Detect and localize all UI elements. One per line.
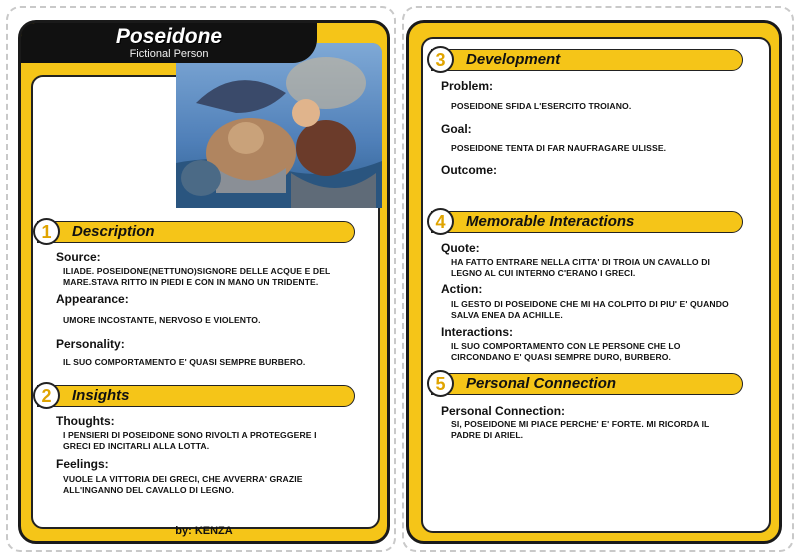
goal-text: POSEIDONE TENTA DI FAR NAUFRAGARE ULISSE. — [451, 143, 667, 153]
personal-connection-label: Personal Connection: — [441, 404, 566, 418]
action-text: IL GESTO DI POSEIDONE CHE MI HA COLPITO DI PIU' E' QUANDO SALVA ENEA DA ACHILLE. — [451, 299, 729, 320]
author-byline: by: KENZA — [175, 525, 233, 537]
poseidon-portrait-image — [176, 43, 382, 208]
feelings-label: Feelings: — [56, 457, 109, 471]
interactions-heading: Memorable Interactions — [466, 213, 635, 230]
description-header — [37, 221, 355, 243]
interactions-label: Interactions: — [441, 325, 514, 339]
character-subtitle: Fictional Person — [129, 48, 209, 60]
interactions-header — [431, 211, 743, 233]
section-number-3: 3 — [427, 46, 454, 73]
thoughts-label: Thoughts: — [56, 414, 115, 428]
connection-header — [431, 373, 743, 395]
character-title-bar — [21, 23, 317, 63]
quote-label: Quote: — [441, 241, 480, 255]
quote-text: HA FATTO ENTRARE NELLA CITTA' DI TROIA UN CAVALLO DI LEGNO AL CUI INTERNO C'ERANO I GRECI. — [451, 257, 710, 278]
problem-text: POSEIDONE SFIDA L'ESERCITO TROIANO. — [451, 101, 632, 111]
personal-connection-text: SI, POSEIDONE MI PIACE PERCHE' E' FORTE. MI RICORDA IL PADRE DI ARIEL. — [451, 419, 710, 440]
interactions-text: IL SUO COMPORTAMENTO CON LE PERSONE CHE LO CIRCONDANO E' QUASI SEMPRE DURO, BURBERO. — [451, 341, 681, 362]
goal-label: Goal: — [441, 122, 472, 136]
description-heading: Description — [72, 223, 155, 240]
problem-label: Problem: — [441, 79, 494, 93]
left-card — [18, 20, 390, 544]
feelings-text: VUOLE LA VITTORIA DEI GRECI, CHE AVVERRA' GRAZIE ALL'INGANNO DEL CAVALLO DI LEGNO. — [63, 474, 303, 495]
outcome-label: Outcome: — [441, 163, 498, 177]
appearance-label: Appearance: — [56, 292, 129, 306]
section-number-5: 5 — [427, 370, 454, 397]
connection-heading: Personal Connection — [466, 375, 617, 392]
source-text: ILIADE. POSEIDONE(NETTUNO)SIGNORE DELLE ACQUE E DEL MARE.STAVA RITTO IN PIEDI E CON IN MANO UN TRIDENTE. — [63, 266, 331, 287]
development-heading: Development — [466, 51, 561, 68]
section-number-4: 4 — [427, 208, 454, 235]
personality-text: IL SUO COMPORTAMENTO E' QUASI SEMPRE BURBERO. — [63, 357, 306, 367]
insights-heading: Insights — [72, 387, 130, 404]
personality-label: Personality: — [56, 337, 125, 351]
development-header — [431, 49, 743, 71]
right-card — [406, 20, 782, 544]
insights-header — [37, 385, 355, 407]
source-label: Source: — [56, 250, 101, 264]
section-number-2: 2 — [33, 382, 60, 409]
thoughts-text: I PENSIERI DI POSEIDONE SONO RIVOLTI A PROTEGGERE I GRECI ED INCITARLI ALLA LOTTA. — [63, 430, 317, 451]
appearance-text: UMORE INCOSTANTE, NERVOSO E VIOLENTO. — [63, 315, 261, 325]
character-name: Poseidone — [115, 25, 223, 48]
action-label: Action: — [441, 282, 483, 296]
section-number-1: 1 — [33, 218, 60, 245]
